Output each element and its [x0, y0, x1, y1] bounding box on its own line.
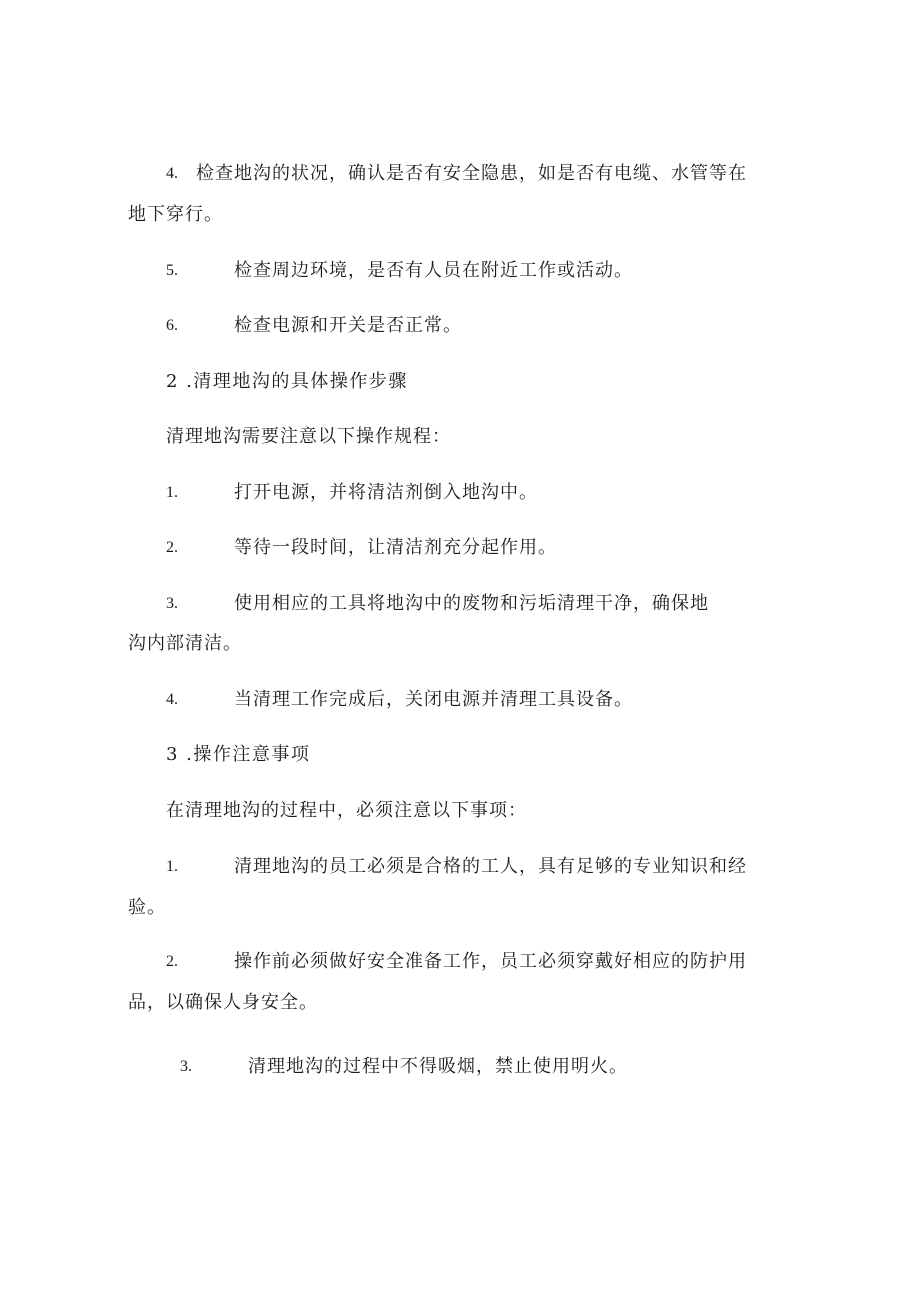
list-item-text: 检查地沟的状况，确认是否有安全隐患，如是否有电缆、水管等在 [196, 163, 747, 184]
note-number: 1. [166, 858, 178, 875]
step-number: 3. [166, 595, 178, 612]
list-item-text: 检查电源和开关是否正常。 [234, 315, 462, 336]
section-intro: 清理地沟需要注意以下操作规程： [166, 426, 451, 447]
list-item-number: 4. [166, 165, 178, 182]
step-text: 当清理工作完成后，关闭电源并清理工具设备。 [234, 689, 633, 710]
note-text-continued: 验。 [128, 897, 166, 918]
step-text: 打开电源，并将清洁剂倒入地沟中。 [234, 482, 538, 503]
note-text: 清理地沟的过程中不得吸烟，禁止使用明火。 [248, 1056, 628, 1077]
note-text-continued: 品，以确保人身安全。 [128, 992, 318, 1013]
list-item-text: 检查周边环境，是否有人员在附近工作或活动。 [234, 260, 633, 281]
step-number: 1. [166, 484, 178, 501]
list-item-number: 5. [166, 262, 178, 279]
list-item-number: 6. [166, 317, 178, 334]
note-text: 清理地沟的员工必须是合格的工人，具有足够的专业知识和经 [234, 856, 747, 877]
note-text: 操作前必须做好安全准备工作，员工必须穿戴好相应的防护用 [234, 951, 747, 972]
note-number: 3. [180, 1058, 192, 1075]
step-text: 等待一段时间，让清洁剂充分起作用。 [234, 537, 557, 558]
step-number: 2. [166, 539, 178, 556]
list-item-text-continued: 地下穿行。 [128, 204, 223, 225]
section-heading: 3 .操作注意事项 [166, 744, 311, 765]
section-heading: 2 .清理地沟的具体操作步骤 [166, 371, 408, 392]
step-text-continued: 沟内部清洁。 [128, 633, 242, 654]
note-number: 2. [166, 953, 178, 970]
step-number: 4. [166, 691, 178, 708]
step-text: 使用相应的工具将地沟中的废物和污垢清理干净，确保地 [234, 593, 709, 614]
section-intro: 在清理地沟的过程中，必须注意以下事项： [166, 800, 527, 821]
